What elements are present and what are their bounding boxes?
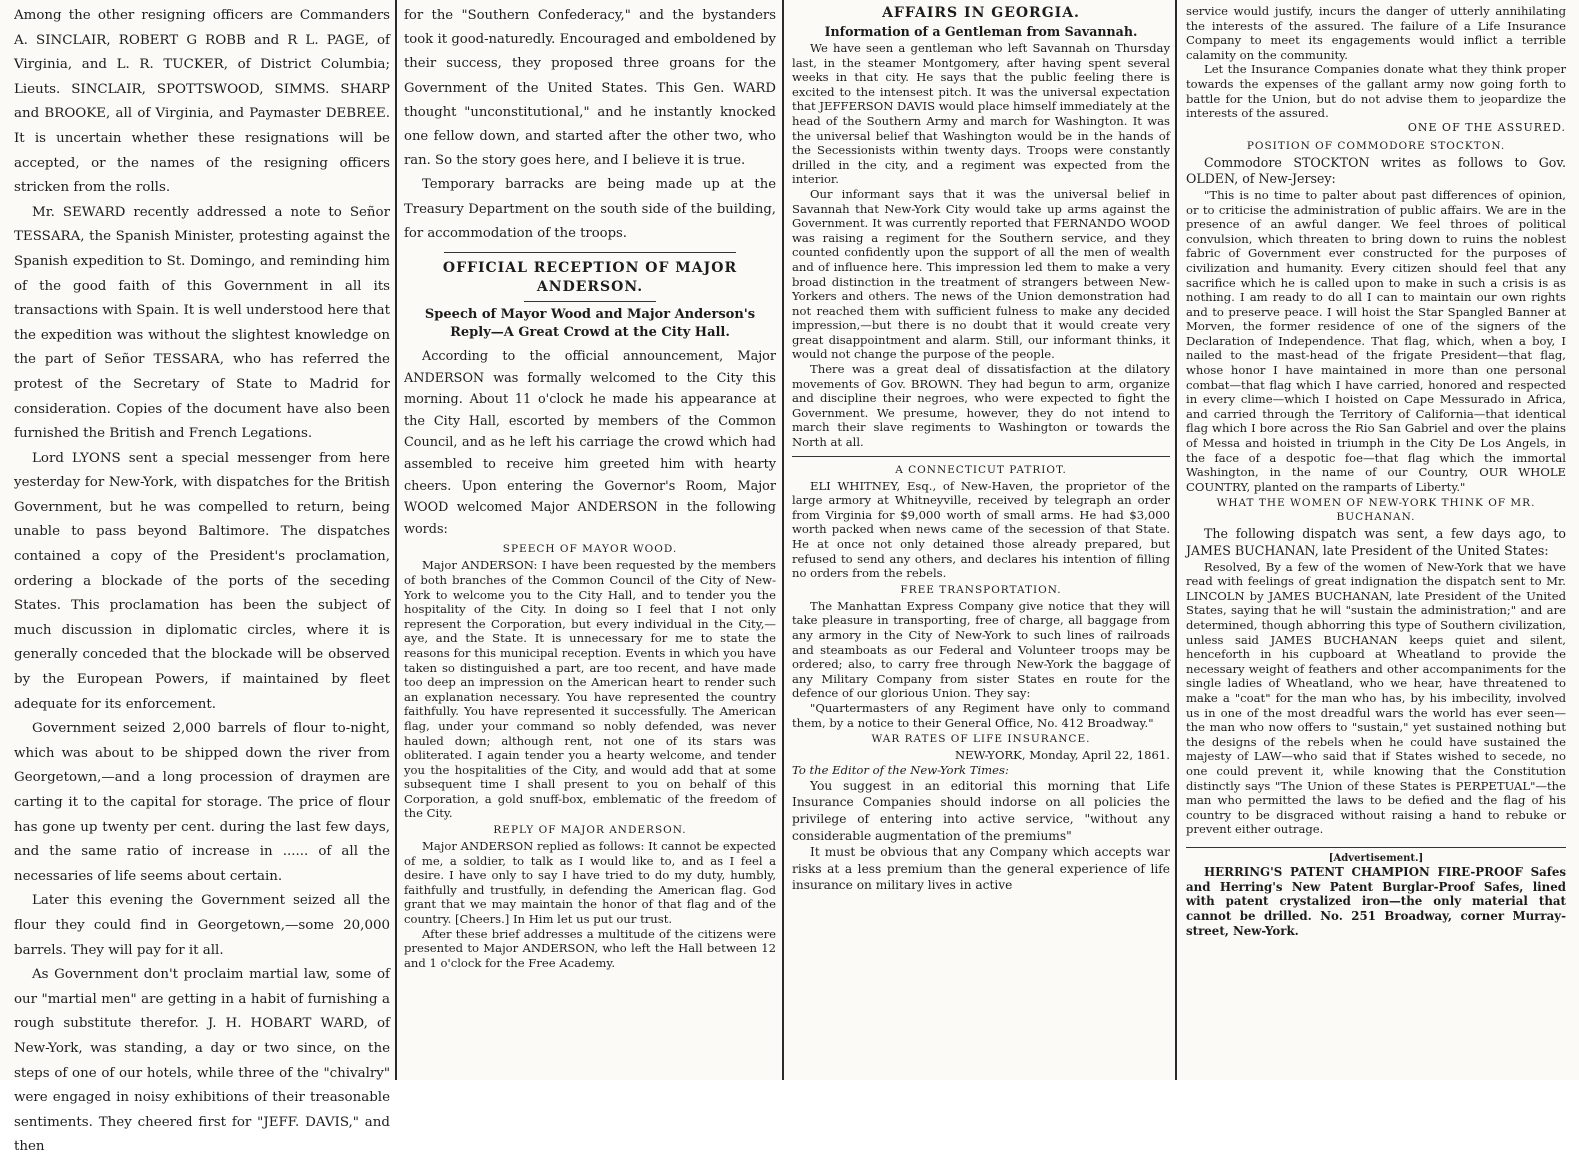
article-paragraph: Let the Insurance Companies donate what they think proper towards the expenses of the gallant army now going forth to battle for the Union, but do not advise them to jeopardize the interests of the assured. <box>1186 62 1566 121</box>
article-paragraph: Resolved, By a few of the women of New-York that we have read with feelings of great indignation the dispatch sent to Mr. LINCOLN by JAMES BUCHANAN, late President of the United States, saying that he will "sustain the administration;" and are determined, though abhorring this type of Southern civilization, unless said JAMES BUCHANAN keeps quiet and silent, henceforth in his cupboard at Wheatland to provide the necessary weight of feathers and other accompaniments for the single ladies of Wheatland, who we hear, have threatened to make a "coat" for the man who has, by his imbecility, involved us in one of the most dreadful wars the world has ever seen—the man who now offers to "sustain," yet sustained nothing but the designs of the rebels when he could have sustained the majesty of LAW—who said that if States wished to secede, no one could prevent it, while knowing that the Constitution distinctly says "The Union of these States is PERPETUAL"—the man who permitted the laws to be defied and the flag of his country to be disgraced without raising a hand to rebuke or prevent either outrage. <box>1186 559 1566 837</box>
article-paragraph: After these brief addresses a multitude of the citizens were presented to Major ANDERSON, who left the Hall between 12 and 1 o'clock for the Free Academy. <box>404 926 776 970</box>
letter-salutation: To the Editor of the New-York Times: <box>792 763 1009 778</box>
article-paragraph: We have seen a gentleman who left Savannah on Thursday last, in the steamer Montgomery, after having spent several weeks in that city. He says that the public feeling there is excited to the intensest pitch. It was the universal expectation that JEFFERSON DAVIS would place himself immediately at the head of the Southern Army and march for Washington. It was the universal belief that Washington would be in the hands of the Secessionists within twenty days. Troops were constantly drilled in the city, and a regiment was expected from the interior. <box>792 41 1170 187</box>
article-subhead: Speech of Mayor Wood and Major Anderson's Reply—A Great Crowd at the City Hall. <box>424 307 756 341</box>
article-subhead: Information of a Gentleman from Savannah. <box>824 24 1138 39</box>
article-paragraph: "This is no time to palter about past differences of opinion, or to criticise the administration of public affairs. We are in the presence of an awful danger. We feel throes of political convulsion, which threaten to bring down to ruins the noblest fabric of Government ever constructed for the purposes of civilization and humanity. Every citizen should feel that any sacrifice which he is called upon to make in such a crisis is as nothing. I am ready to do all I can to maintain our own rights and to preserve peace. I will hoist the Star Spangled Banner at Morven, the former residence of one of the signers of the Declaration of Independence. That flag, which, when a boy, I nailed to the mast-head of the frigate President—that flag, whose honor I have maintained in more than one personal combat—that flag which I have carried, honored and respected in every clime—which I hoisted on Cape Messurado in Africa, and carried through the Territory of California—that identical flag which I bore across the Rio San Gabriel and over the plains of Messa and hoisted in triumph in the City De Los Angels, in the face of a despotic foe—that flag which the immortal Washington, in the name of our Country, OUR WHOLE COUNTRY, planted on the ramparts of Liberty." <box>1186 187 1566 494</box>
article-paragraph: ELI WHITNEY, Esq., of New-Haven, the proprietor of the large armory at Whitneyville, received by telegraph an order from Virginia for $9,000 worth of small arms. He had $3,000 worth packed when news came of the secession of that State. He at once not only detained those already prepared, but refused to send any others, and declares his intention of filling no orders from the rebels. <box>792 478 1170 581</box>
section-divider <box>524 301 656 302</box>
section-divider <box>444 252 736 253</box>
section-subhead: A CONNECTICUT PATRIOT. <box>895 463 1067 476</box>
letter-signature: ONE OF THE ASSURED. <box>1407 120 1566 134</box>
article-paragraph: You suggest in an editorial this morning that Life Insurance Companies should indorse on all policies the privilege of entering into active service, "without any considerable augmentation of the premiums" <box>792 778 1170 843</box>
article-paragraph: service would justify, incurs the danger of utterly annihilating the interests of the assured. The failure of a Life Insurance Company to meet its engagements would inflict a terrible calamity on the community. <box>1186 4 1566 62</box>
article-paragraph: Among the other resigning officers are Commanders A. SINCLAIR, ROBERT G ROBB and R L. PAGE, of Virginia, and L. R. TUCKER, of District Columbia; Lieuts. SINCLAIR, SPOTTSWOOD, SIMMS. SHARP and BROOKE, all of Virginia, and Paymaster DEBREE. It is uncertain whether these resignations will be accepted, or the names of the resigning officers stricken from the rolls. <box>14 8 390 196</box>
article-paragraph: Our informant says that it was the universal belief in Savannah that New-York City would take up arms against the Government. It was currently reported that FERNANDO WOOD was raising a regiment for the Southern service, and they counted confidently upon the support of all the men of wealth and of influence here. This impression led them to make a very broad distinction in the treatment of strangers between New-Yorkers and others. The news of the Union demonstration had not reached them with sufficient fulness to make any decided impression,—but there is no doubt that it would create very great disappointment and alarm. Still, our informant thinks, it would not change the purpose of the people. <box>792 186 1170 362</box>
section-subhead: POSITION OF COMMODORE STOCKTON. <box>1246 139 1506 152</box>
article-paragraph: As Government don't proclaim martial law, some of our "martial men" are getting in a habit of furnishing a rough substitute therefor. J. H. HOBART WARD, of New-York, was standing, a day or two since, on the steps of one of our hotels, while three of the "chivalry" were engaged in noisy exhibitions of their treasonable sentiments. They cheered first for "JEFF. DAVIS," and then <box>14 967 390 1155</box>
article-paragraph: Lord LYONS sent a special messenger from here yesterday for New-York, with dispatches for the British Government, but he was compelled to return, being unable to pass beyond Baltimore. The dispatches contained a copy of the President's proclamation, ordering a blockade of the ports of the seceding States. This proclamation has been the subject of much discussion in diplomatic circles, where it is generally conceded that the blockade will be observed by the European Powers, if maintained by fleet adequate for its enforcement. <box>14 450 390 712</box>
section-subhead: FREE TRANSPORTATION. <box>900 583 1062 596</box>
article-paragraph: The Manhattan Express Company give notice that they will take pleasure in transporting, free of charge, all baggage from any armory in the City of New-York to such lines of railroads and steamboats as our Federal and Volunteer troops may be ordered; also, to carry free through New-York the baggage of any Military Company from sister States en route for the defence of our glorious Union. They say: <box>792 598 1170 701</box>
article-paragraph: The following dispatch was sent, a few days ago, to JAMES BUCHANAN, late President of the United States: <box>1186 526 1566 558</box>
article-headline: OFFICIAL RECEPTION OF MAJOR ANDERSON. <box>442 260 738 296</box>
article-paragraph: Later this evening the Government seized all the flour they could find in Georgetown,—some 20,000 barrels. They will pay for it all. <box>14 893 390 958</box>
advertisement <box>1186 847 1566 939</box>
column-rule <box>782 0 784 1080</box>
section-subhead: WAR RATES OF LIFE INSURANCE. <box>871 733 1091 746</box>
article-paragraph: Mr. SEWARD recently addressed a note to Señor TESSARA, the Spanish Minister, protesting against the Spanish expedition to St. Domingo, and reminding him of the good faith of this Government in all its transactions with Spain. It is well understood here that the expedition was without the slightest knowledge on the part of Señor TESSARA, who has referred the protest of the Secretary of State to Madrid for consideration. Copies of the document have also been furnished the British and French Legations. <box>14 204 390 442</box>
article-paragraph: According to the official announcement, Major ANDERSON was formally welcomed to the City this morning. About 11 o'clock he made his appearance at the City Hall, escorted by members of the Common Council, and as he left his carriage the crowd which had assembled to receive him greeted him with hearty cheers. Upon entering the Governor's Room, Major WOOD welcomed Major ANDERSON in the following words: <box>404 349 776 537</box>
article-paragraph: for the "Southern Confederacy," and the bystanders took it good-naturedly. Encouraged and emboldened by their success, they proposed three groans for the Government of the United States. This Gen. WARD thought "unconstitutional," and he instantly knocked one fellow down, and started after the other two, who ran. So the story goes here, and I believe it is true. <box>404 8 776 169</box>
column-4 <box>1180 4 1572 1076</box>
column-2 <box>398 4 782 1076</box>
section-subhead: REPLY OF MAJOR ANDERSON. <box>493 824 687 837</box>
dateline: NEW-YORK, Monday, April 22, 1861. <box>954 748 1170 763</box>
section-divider <box>792 456 1170 457</box>
advertisement-label: [Advertisement.] <box>1328 852 1424 864</box>
article-paragraph: It must be obvious that any Company which accepts war risks at a less premium than the general experience of life insurance on military lives in active <box>792 845 1170 893</box>
column-1 <box>8 4 396 1155</box>
article-paragraph: Temporary barracks are being made up at the Treasury Department on the south side of the building, for accommodation of the troops. <box>404 177 776 241</box>
article-paragraph: "Quartermasters of any Regiment have only to command them, by a notice to their General Office, No. 412 Broadway." <box>792 700 1170 730</box>
article-paragraph: There was a great deal of dissatisfaction at the dilatory movements of Gov. BROWN. They had begun to arm, organize and discipline their negroes, who were expected to fight the Government. We presume, however, they do not intend to march their slave regiments to Washington or towards the North at all. <box>792 362 1170 450</box>
article-paragraph: Major ANDERSON: I have been requested by the members of both branches of the Common Council of the City of New-York to welcome you to the City Hall, and to tender you the hospitality of the City. In doing so I feel that I not only represent the Corporation, but every individual in the City,—aye, and the State. It is unnecessary for me to state the reasons for this municipal reception. Events in which you have taken so distinguished a part, are too recent, and have made too deep an impression on the American heart to render such an explanation necessary. You have represented the country faithfully. You have represented it successfully. The American flag, under your command so nobly defended, was never hauled down; although rent, not one of its stars was obliterated. I again tender you a hearty welcome, and tender you the hospitalities of the City, and would add that at some subsequent time I shall present to you on behalf of this Corporation, a gold snuff-box, emblematic of the freedom of the City. <box>404 558 776 821</box>
article-headline: AFFAIRS IN GEORGIA. <box>882 5 1080 21</box>
article-paragraph: Major ANDERSON replied as follows: It cannot be expected of me, a soldier, to talk as I would like to, and as I feel a desire. I have only to say I have tried to do my duty, humbly, faithfully and trustfully, in defending the American flag. God grant that we may maintain the honor of that flag and of the country. [Cheers.] In Him let us put our trust. <box>404 839 776 927</box>
section-subhead: WHAT THE WOMEN OF NEW-YORK THINK OF MR. BUCHANAN. <box>1216 497 1536 524</box>
column-3 <box>786 4 1176 1076</box>
article-paragraph: Commodore STOCKTON writes as follows to Gov. OLDEN, of New-Jersey: <box>1186 154 1566 187</box>
article-paragraph: Government seized 2,000 barrels of flour to-night, which was about to be shipped down the river from Georgetown,—and a long procession of draymen are carting it to the capital for storage. The price of flour has gone up twenty per cent. during the last few days, and the same ratio of increase in ...... of all the necessaries of life seems about certain. <box>14 721 390 884</box>
section-subhead: SPEECH OF MAYOR WOOD. <box>502 543 678 556</box>
advertisement-text: HERRING'S PATENT CHAMPION FIRE-PROOF Safes and Herring's New Patent Burglar-Proof Safes, lined with patent crystalized iron—the only material that cannot be drilled. No. 251 Broadway, corner Murray-street, New-York. <box>1186 864 1566 939</box>
